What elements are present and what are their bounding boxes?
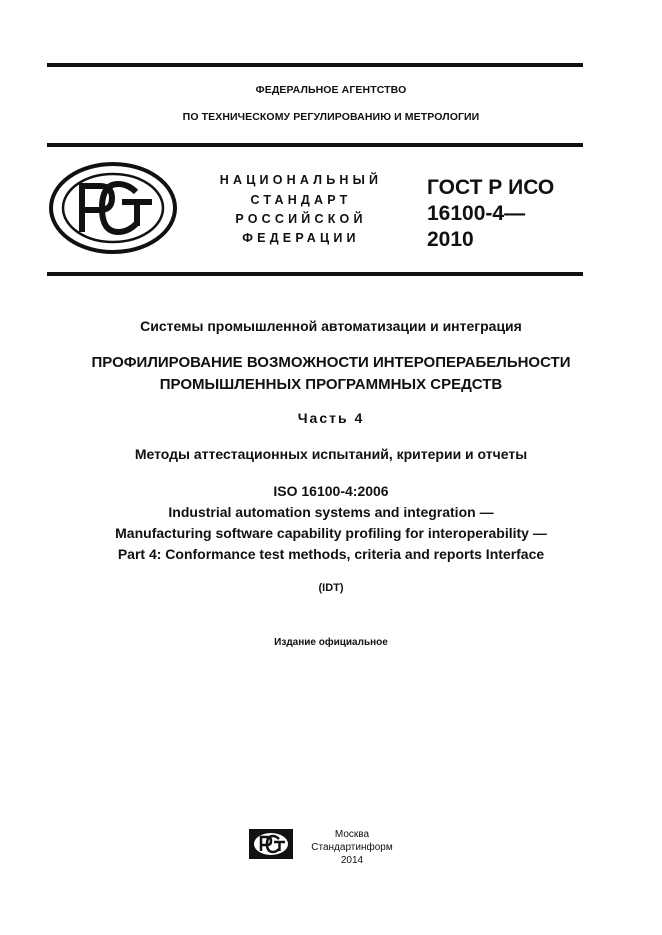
edition-label: Издание официальное bbox=[274, 637, 388, 648]
national-line-2: СТАНДАРТ bbox=[250, 193, 352, 207]
agency-line-2: ПО ТЕХНИЧЕСКОМУ РЕГУЛИРОВАНИЮ И МЕТРОЛОГИИ bbox=[182, 111, 480, 123]
publisher-city: Москва bbox=[334, 829, 370, 840]
main-title-line-1: ПРОФИЛИРОВАНИЕ ВОЗМОЖНОСТИ ИНТЕРОПЕРАБЕЛЬНОСТИ bbox=[91, 354, 571, 371]
publisher-block bbox=[300, 828, 404, 867]
header-rule bbox=[47, 143, 583, 147]
english-line-3: Part 4: Conformance test methods, criteria and reports Interface bbox=[117, 546, 545, 562]
english-line-1: Industrial automation systems and integration — bbox=[168, 504, 494, 520]
gost-logo-icon bbox=[48, 162, 178, 254]
national-line-1: НАЦИОНАЛЬНЫЙ bbox=[219, 173, 383, 187]
gost-number-line-3: 2010 bbox=[427, 228, 474, 251]
main-title-line-2: ПРОМЫШЛЕННЫХ ПРОГРАММНЫХ СРЕДСТВ bbox=[159, 376, 503, 393]
gost-number-line-2: 16100-4— bbox=[427, 202, 526, 225]
national-line-3: РОССИЙСКОЙ bbox=[235, 212, 367, 226]
standard-block-rule bbox=[47, 272, 583, 276]
publisher-logo-icon bbox=[249, 829, 293, 859]
idt-label: (IDT) bbox=[318, 582, 344, 594]
series-title: Системы промышленной автоматизации и интеграция bbox=[140, 318, 522, 334]
part-title: Методы аттестационных испытаний, критерии и отчеты bbox=[134, 446, 528, 462]
english-line-2: Manufacturing software capability profiling for interoperability — bbox=[115, 525, 547, 541]
part-label: Часть 4 bbox=[297, 410, 365, 426]
agency-line-1: ФЕДЕРАЛЬНОЕ АГЕНТСТВО bbox=[255, 84, 407, 96]
publisher-year: 2014 bbox=[340, 855, 364, 866]
top-rule bbox=[47, 63, 583, 67]
gost-number-line-1: ГОСТ Р ИСО bbox=[427, 176, 555, 199]
national-line-4: ФЕДЕРАЦИИ bbox=[242, 231, 360, 245]
iso-number: ISO 16100-4:2006 bbox=[273, 483, 389, 499]
publisher-name: Стандартинформ bbox=[311, 842, 393, 853]
